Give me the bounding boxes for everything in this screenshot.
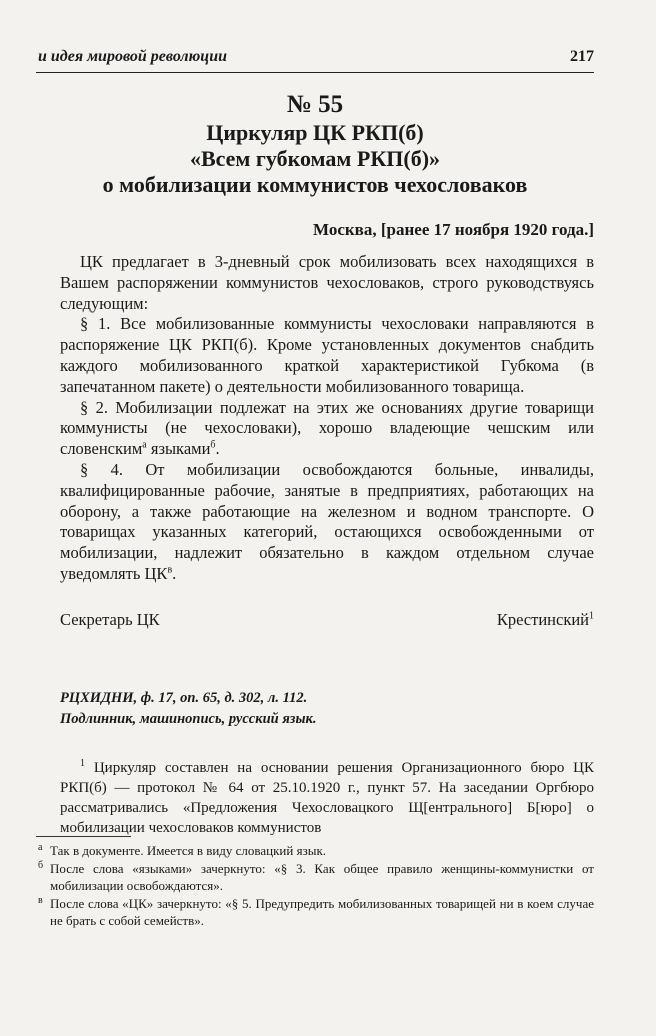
bleed-through-shadow (290, 218, 294, 236)
footnote-mark: в (38, 895, 43, 906)
archive-reference: РЦХИДНИ, ф. 17, оп. 65, д. 302, л. 112. (60, 690, 308, 706)
footnote-text: После слова «языками» зачеркнуто: «§ 3. Как общее правило женщины-коммунистки от мобилизации освобождаются». (50, 861, 594, 893)
footnote-mark: б (38, 860, 44, 871)
footnotes (38, 842, 594, 930)
archive-source (60, 688, 594, 730)
endnote-mark: 1 (80, 758, 85, 769)
signature-position: Секретарь ЦК (60, 610, 160, 629)
endnote (60, 758, 594, 838)
running-head-title: и идея мировой революции (38, 48, 227, 65)
footnote-item (38, 842, 594, 859)
archive-description: Подлинник, машинопись, русский язык. (60, 711, 317, 727)
header-rule (36, 72, 594, 73)
document-body (60, 252, 594, 585)
signature-name: Крестинский (496, 610, 589, 629)
note-mark-b: б (210, 439, 216, 451)
footnote-text: После слова «ЦК» зачеркнуто: «§ 5. Предупредить мобилизованных товарищей ни в коем случае не брать с собой семейств». (50, 896, 594, 928)
paragraph-section-2-text: § 2. Мобилизации подлежат на этих же основаниях другие товарищи коммунисты (не чехословаки), хорошо владеющие чешским или словенским (60, 397, 594, 459)
signature-name-wrap (497, 610, 594, 630)
note-mark-a: а (142, 439, 147, 451)
paragraph-intro: ЦК предлагает в 3-дневный срок мобилизовать всех находящихся в Вашем распоряжении коммунистов чехословаков, строго руководствуясь следующим: (60, 252, 594, 313)
footnote-item (38, 860, 594, 894)
endnote-paragraph (60, 758, 594, 838)
note-mark-1: 1 (589, 610, 594, 622)
footnote-mark: а (38, 842, 43, 853)
place-date: Москва, [ранее 17 ноября 1920 года.] (313, 220, 594, 239)
footnote-text: Так в документе. Имеется в виду словацкий язык. (50, 843, 327, 858)
document-number: № 55 (286, 91, 344, 118)
title-line-3: о мобилизации коммунистов чехословаков (102, 172, 528, 197)
paragraph-section-2-tail: языками (150, 439, 211, 459)
title-line-1: Циркуляр ЦК РКП(б) (206, 120, 424, 145)
paragraph-section-1: § 1. Все мобилизованные коммунисты чехословаки направляются в распоряжение ЦК РКП(б). Кроме установленных документов снабдить каждого мобилизованного краткой характеристикой Губкома (в запечатанном пакете) о деятельности мобилизованного товарища. (60, 314, 594, 396)
paragraph-section-4-text: § 4. От мобилизации освобождаются больные, инвалиды, квалифицированные рабочие, занятые в предприятиях, работающих на оборону, а также работающие на железном и водном транспорте. О товарищах указанных категорий, остающихся освобожденными от мобилизации, надлежит обязательно в каждом отдельном случае уведомлять ЦК (60, 459, 594, 583)
signature-block (60, 610, 594, 630)
paragraph-section-2: § 2. Мобилизации подлежат на этих же основаниях другие товарищи коммунисты (не чехословаки), хорошо владеющие чешским или словенским$^а$ языками$^б$. (60, 397, 594, 459)
page-number: 217 (570, 48, 594, 65)
footnote-rule (36, 836, 131, 837)
note-mark-c: в (167, 564, 173, 576)
endnote-text: Циркуляр составлен на основании решения Организационного бюро ЦК РКП(б) — протокол № 64 от 25.10.1920 г., пункт 57. На заседании Оргбюро рассматривались «Предложения Чехословацкого Щ[ентрального] Б[юро] о мобилизации чехословаков коммунистов (60, 760, 595, 836)
paragraph-section-4: § 4. От мобилизации освобождаются больные, инвалиды, квалифицированные рабочие, занятые в предприятиях, работающих на оборону, а также работающие на железном и водном транспорте. О товарищах указанных категорий, остающихся освобожденными от мобилизации, надлежит обязательно в каждом отдельном случае уведомлять $ЦК^в$. (60, 459, 594, 583)
document-title (36, 92, 594, 198)
footnote-item (38, 895, 594, 929)
title-line-2: «Всем губкомам РКП(б)» (189, 146, 441, 171)
running-head (38, 48, 594, 66)
